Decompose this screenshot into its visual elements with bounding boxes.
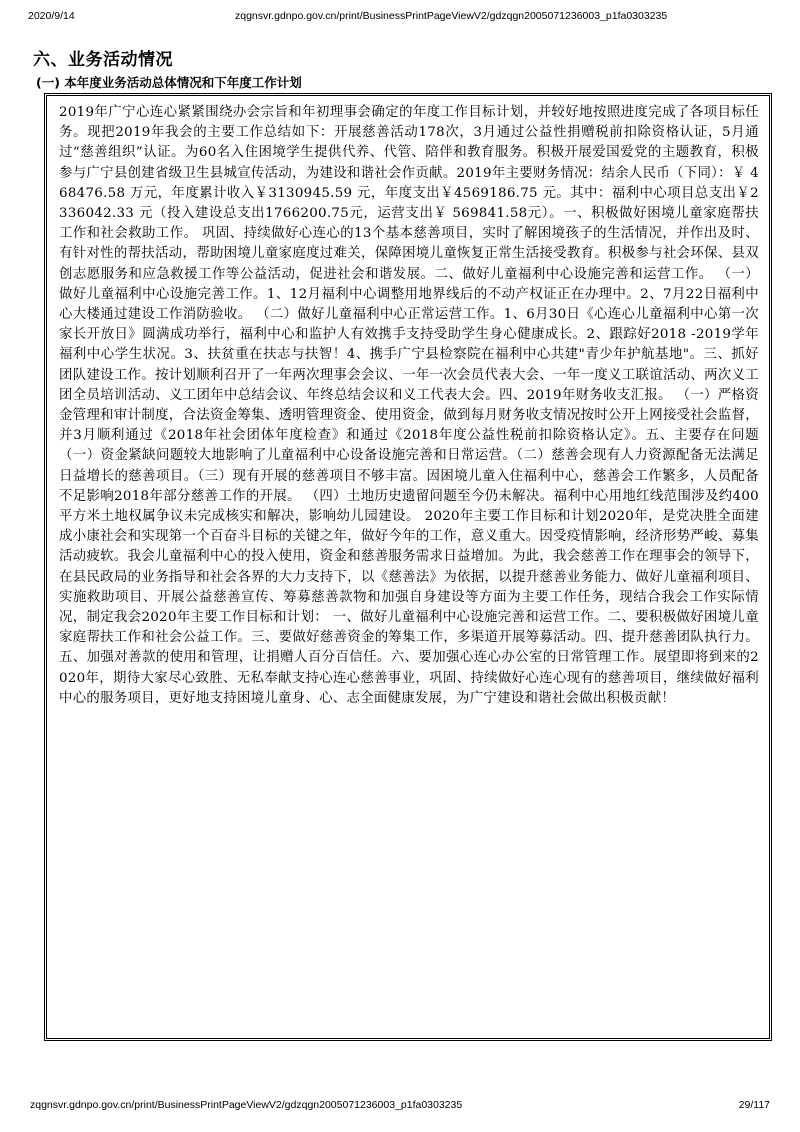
print-header-url: zqgnsvr.gdnpo.gov.cn/print/BusinessPrintPageViewV2/gdzqgn2005071236003_p1fa0303235 [235, 10, 668, 22]
activity-summary-text: 2019年广宁心连心紧紧围绕办会宗旨和年初理事会确定的年度工作目标计划，并较好地按照进度完成了各项目标任务。现把2019年我会的主要工作总结如下：开展慈善活动178次，3月通过公益性捐赠税前扣除资格认证，5月通过“慈善组织”认证。为60名入住困境学生提供代养、代管、陪伴和教育服务。积极开展爱国爱党的主题教育，积极参与广宁县创建省级卫生县城宣传活动，为建设和谐社会作贡献。2019年主要财务情况：结余人民币（下同）：￥ 468476.58 万元，年度累计收入￥3130945.59 元，年度支出￥4569186.75 元。其中：福利中心项目总支出￥2336042.33 元（投入建设总支出1766200.75元，运营支出￥ 569841.58元）。一、积极做好困境儿童家庭帮扶工作和社会救助工作。 巩固、持续做好心连心的13个基本慈善项目，实时了解困境孩子的生活情况，并作出及时、有针对性的帮扶活动，帮助困境儿童家庭度过难关，保障困境儿童恢复正常生活接受教育。积极参与社会环保、县双创志愿服务和应急救援工作等公益活动，促进社会和谐发展。二、做好儿童福利中心设施完善和运营工作。 （一）做好儿童福利中心设施完善工作。1、12月福利中心调整用地界线后的不动产权证正在办理中。2、7月22日福利中心大楼通过建设工作消防验收。 （二）做好儿童福利中心正常运营工作。1、6月30日《心连心儿童福利中心第一次家长开放日》圆满成功举行，福利中心和监护人有效携手支持受助学生身心健康成长。2、跟踪好2018 -2019学年福利中心学生状况。3、扶贫重在扶志与扶智！4、携手广宁县检察院在福利中心共建"青少年护航基地"。三、抓好团队建设工作。按计划顺利召开了一年两次理事会会议、一年一次会员代表大会、一年一度义工联谊活动、两次义工团全员培训活动、义工团年中总结会议、年终总结会议和义工代表大会。四、2019年财务收支汇报。 （一）严格资金管理和审计制度，合法资金筹集、透明管理资金、使用资金，做到每月财务收支情况按时公开上网接受社会监督，并3月顺利通过《2018年社会团体年度检查》和通过《2018年度公益性税前扣除资格认定》。五、主要存在问题 （一）资金紧缺问题较大地影响了儿童福利中心设备设施完善和日常运营。（二）慈善会现有人力资源配备无法满足日益增长的慈善项目。（三）现有开展的慈善项目不够丰富。因困境儿童入住福利中心，慈善会工作繁多，人员配备不足影响2018年部分慈善工作的开展。 （四）土地历史遗留问题至今仍未解决。福利中心用地红线范围涉及约400平方米土地权属争议未完成核实和解决，影响幼儿园建设。 2020年主要工作目标和计划2020年，是党决胜全面建成小康社会和实现第一个百奋斗目标的关键之年，做好今年的工作，意义重大。因受疫情影响，经济形势严峻、募集活动疲软。我会儿童福利中心的投入使用，资金和慈善服务需求日益增加。为此，我会慈善工作在理事会的领导下，在县民政局的业务指导和社会各界的大力支持下，以《慈善法》为依据，以提升慈善业务能力、做好儿童福利项目、实施救助项目、开展公益慈善宣传、筹募慈善款物和加强自身建设等方面为主要工作任务，现结合我会工作实际情况，制定我会2020年主要工作目标和计划： 一、做好儿童福利中心设施完善和运营工作。二、要积极做好困境儿童家庭帮扶工作和社会公益工作。三、要做好慈善资金的筹集工作，多渠道开展筹募活动。四、提升慈善团队执行力。五、加强对善款的使用和管理，让捐赠人百分百信任。六、要加强心连心办公室的日常管理工作。展望即将到来的2020年，期待大家尽心致胜、无私奉献支持心连心慈善事业，巩固、持续做好心连心现有的慈善项目，继续做好福利中心的服务项目，更好地支持困境儿童身、心、志全面健康发展，为广宁建设和谐社会做出积极贡献！ [59, 105, 759, 706]
page-number: 29/117 [738, 1099, 770, 1111]
print-date: 2020/9/14 [28, 10, 75, 22]
section-title: 六、业务活动情况 [33, 50, 173, 70]
content-frame [46, 95, 770, 1039]
section-subtitle: (一) 本年度业务活动总体情况和下年度工作计划 [36, 75, 302, 90]
print-footer-url: zqgnsvr.gdnpo.gov.cn/print/BusinessPrintPageViewV2/gdzqgn2005071236003_p1fa0303235 [30, 1099, 463, 1111]
